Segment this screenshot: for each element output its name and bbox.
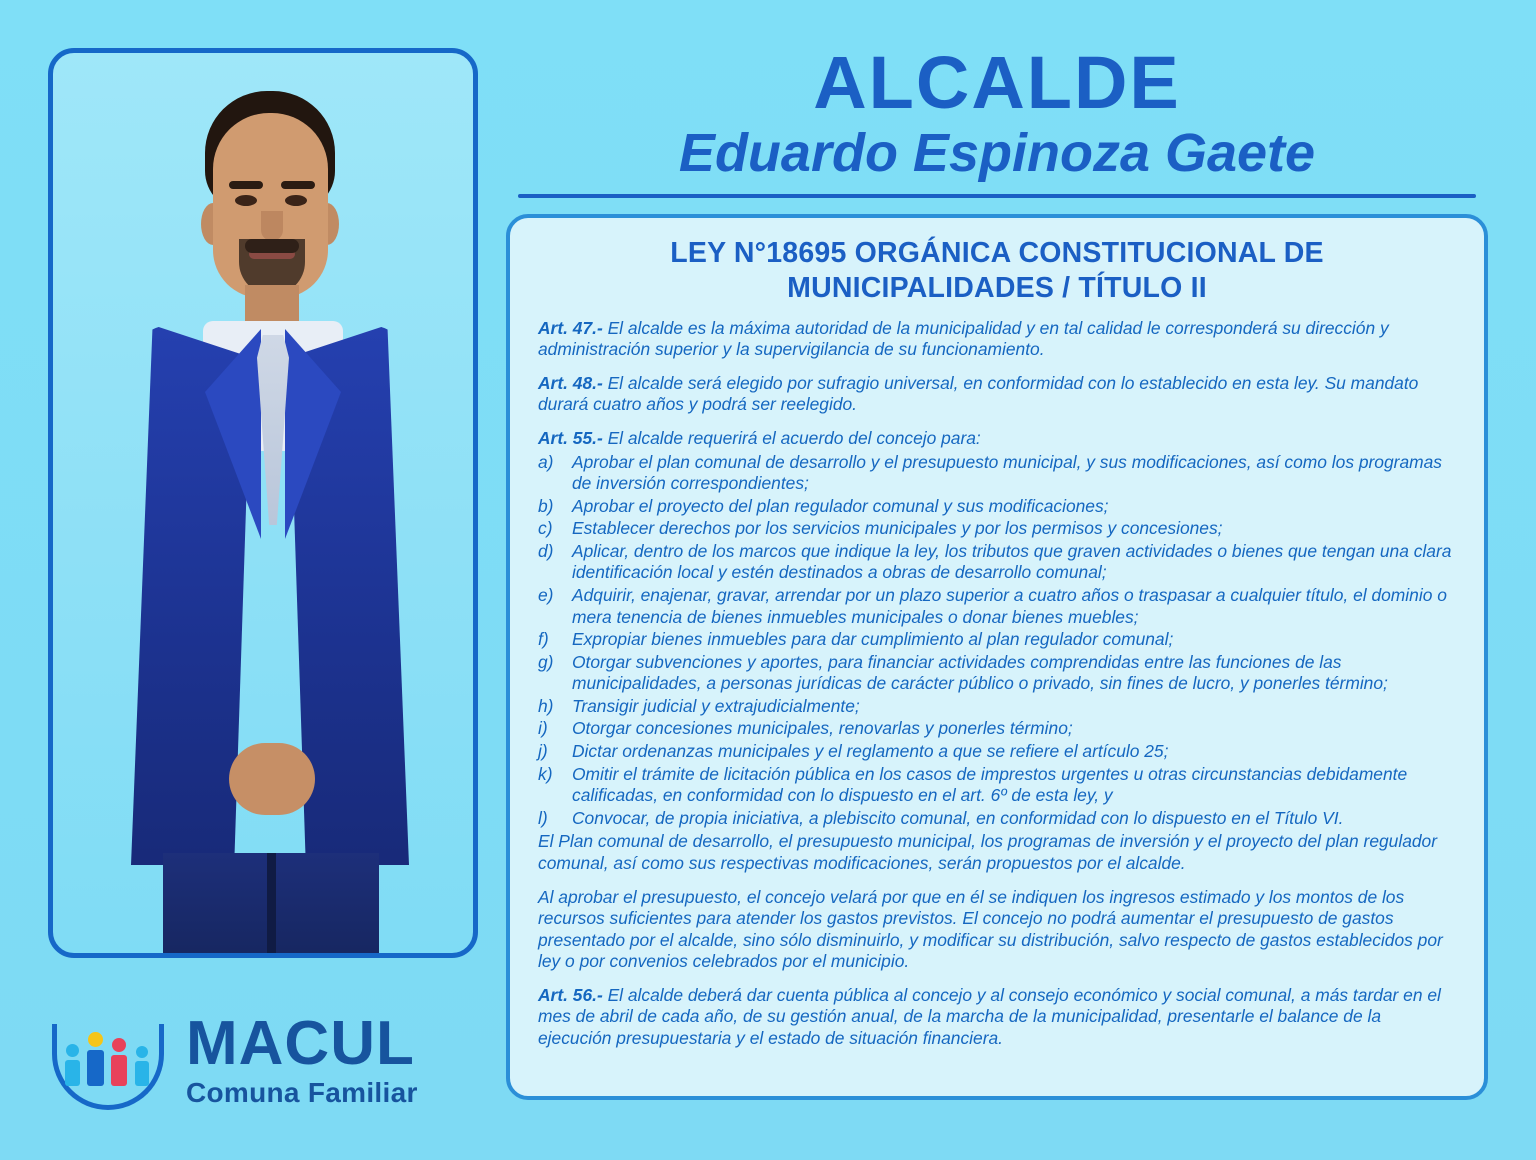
list-item-marker: k) [538, 763, 553, 784]
list-item [538, 808, 1456, 830]
law-card-body [538, 318, 1456, 1050]
mayor-portrait-image [53, 53, 473, 953]
article-55-list [538, 452, 1456, 830]
list-item-text: Aprobar el plan comunal de desarrollo y el presupuesto municipal, y sus modificaciones, así como los programas de inversión correspondientes; [572, 451, 1442, 494]
list-item-marker: b) [538, 495, 554, 516]
article-55-label: Art. 55.- [538, 427, 603, 448]
list-item-text: Adquirir, enajenar, gravar, arrendar por un plazo superior a cuatro años o traspasar a cualquier título, el dominio o mera tenencia de bienes inmuebles municipales o donar bienes muebles; [572, 584, 1447, 627]
article-55 [538, 428, 1456, 450]
list-item-text: Otorgar subvenciones y aportes, para financiar actividades comprendidas entre las funciones de las municipalidades, a personas jurídicas de carácter público o privado, sin fines de lucro, y ponerles término; [572, 651, 1388, 694]
logo-tagline: Comuna Familiar [186, 1077, 418, 1108]
list-item [538, 518, 1456, 540]
paragraph-plan-comunal: El Plan comunal de desarrollo, el presupuesto municipal, los programas de inversión y el proyecto del plan regulador comunal, así como sus respectivas modificaciones, serán propuestos por el alcalde. [538, 831, 1438, 873]
content-column [506, 41, 1488, 1100]
law-card-title: LEY N°18695 ORGÁNICA CONSTITUCIONAL DE MUNICIPALIDADES / TÍTULO II [670, 237, 1324, 304]
list-item-marker: f) [538, 629, 549, 650]
mayor-photo-frame [48, 48, 478, 958]
macul-family-icon [48, 1010, 168, 1110]
role-title: ALCALDE [813, 41, 1181, 124]
list-item [538, 541, 1456, 584]
list-item [538, 652, 1456, 695]
portrait-column [48, 48, 478, 1112]
list-item [538, 764, 1456, 807]
list-item-text: Convocar, de propia iniciativa, a plebiscito comunal, en conformidad con lo dispuesto en el Título VI. [572, 807, 1344, 828]
list-item-text: Transigir judicial y extrajudicialmente; [572, 695, 860, 716]
list-item-text: Aplicar, dentro de los marcos que indique la ley, los tributos que graven actividades o bienes que tengan una clara identificación local y estén destinados a obras de desarrollo comunal; [572, 540, 1452, 583]
article-47-text: El alcalde es la máxima autoridad de la municipalidad y en tal calidad le corresponderá su dirección y administración superior y la supervigilancia de su funcionamiento. [538, 317, 1389, 360]
list-item-marker: j) [538, 741, 548, 762]
law-card [506, 214, 1488, 1100]
article-48-label: Art. 48.- [538, 372, 603, 393]
list-item-marker: c) [538, 518, 553, 539]
mayor-name: Eduardo Espinoza Gaete [678, 123, 1316, 183]
article-48 [538, 373, 1456, 416]
article-56-text: El alcalde deberá dar cuenta pública al concejo y al consejo económico y social comunal, a más tardar en el mes de abril de cada año, de su gestión anual, de la marcha de la municipalidad, presentarle el balance de la ejecución presupuestaria y el estado de situación financiera. [538, 984, 1441, 1048]
article-47 [538, 318, 1456, 361]
list-item [538, 452, 1456, 495]
article-48-text: El alcalde será elegido por sufragio universal, en conformidad con lo establecido en esta ley. Su mandato durará cuatro años y podrá ser reelegido. [538, 372, 1419, 415]
paragraph-presupuesto: Al aprobar el presupuesto, el concejo velará por que en él se indiquen los ingresos estimado y los montos de los recursos suficientes para atender los gastos previstos. El concejo no podrá aumentar el presupuesto de gastos presentado por el alcalde, sino sólo disminuirlo, y modificar su distribución, salvo respecto de gastos establecidos por ley o por convenios celebrados por el municipio. [538, 886, 1443, 972]
list-item [538, 718, 1456, 740]
list-item-marker: a) [538, 451, 554, 472]
list-item-text: Aprobar el proyecto del plan regulador comunal y sus modificaciones; [572, 495, 1109, 516]
list-item [538, 585, 1456, 628]
list-item [538, 496, 1456, 518]
municipality-logo [48, 1000, 488, 1120]
list-item [538, 629, 1456, 651]
article-56 [538, 985, 1456, 1050]
article-55-text: El alcalde requerirá el acuerdo del concejo para: [602, 427, 981, 448]
list-item-marker: l) [538, 807, 548, 828]
article-47-label: Art. 47.- [538, 317, 603, 338]
list-item-text: Establecer derechos por los servicios municipales y por los permisos y concesiones; [572, 518, 1223, 539]
article-56-label: Art. 56.- [538, 984, 603, 1005]
logo-name: MACUL [186, 1009, 415, 1078]
list-item-marker: d) [538, 540, 554, 561]
list-item-marker: e) [538, 584, 554, 605]
list-item [538, 696, 1456, 718]
list-item-text: Otorgar concesiones municipales, renovarlas y ponerles término; [572, 718, 1073, 739]
list-item-text: Omitir el trámite de licitación pública en los casos de imprestos urgentes u otras circunstancias debidamente calificadas, en conformidad con lo dispuesto en el art. 6º de esta ley, y [572, 763, 1408, 806]
list-item [538, 741, 1456, 763]
list-item-text: Expropiar bienes inmuebles para dar cumplimiento al plan regulador comunal; [572, 629, 1174, 650]
title-divider [518, 194, 1476, 198]
list-item-marker: g) [538, 651, 554, 672]
list-item-marker: i) [538, 718, 548, 739]
logo-text [186, 1009, 418, 1108]
list-item-text: Dictar ordenanzas municipales y el reglamento a que se refiere el artículo 25; [572, 741, 1169, 762]
list-item-marker: h) [538, 695, 554, 716]
